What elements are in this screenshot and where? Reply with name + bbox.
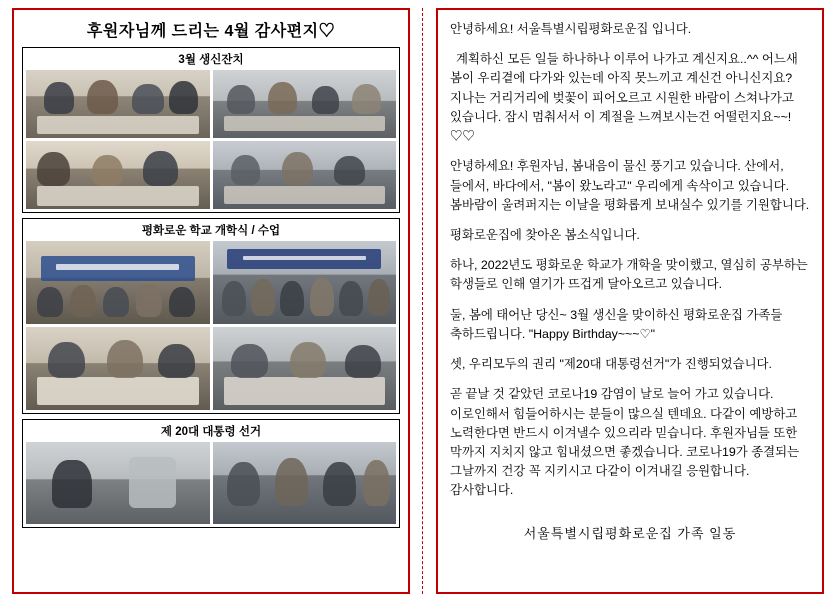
photo-thumbnail (213, 442, 397, 524)
letter-paragraph: 계획하신 모든 일들 하나하나 이루어 나가고 계신지요..^^ 어느새 봄이 우리곁에 다가와 있는데 아직 못느끼고 계신건 아니신지요? 지나는 거리거리에 벚꽃이 피어오르고 시원한 바람이 스쳐나가고 있습니다. 잠시 멈춰서서 이 계절을 느껴보시는건 어떨런지요~~! ♡♡ (450, 52, 798, 144)
photo-thumbnail (213, 70, 397, 138)
left-photo-panel (12, 8, 410, 594)
letter-signature: 서울특별시립평화로운집 가족 일동 (523, 525, 737, 541)
letter-paragraph: 둘, 봄에 태어난 당신~ 3월 생신을 맞이하신 평화로운집 가족들 축하드립니다. "Happy Birthday~~~♡" (450, 307, 783, 341)
photo-thumbnail (26, 141, 210, 209)
letter-paragraph: 곧 끝날 것 같았던 코로나19 감염이 날로 늘어 가고 있습니다. 이로인해서 힘들어하시는 분들이 많으실 텐데요. 다같이 예방하고 노력한다면 반드시 이겨낼수 있으리라 믿습니다. 후원자님들 또한 막까지 지치지 않고 힘내셨으면 좋겠습니다. 코로나19가 종결되는 그날까지 건강 꼭 지키시고 다같이 이겨내길 응원합니다. 감사합니다. (450, 387, 800, 498)
fold-divider (422, 8, 423, 594)
photo-thumbnail (213, 141, 397, 209)
letter-paragraph: 하나, 2022년도 평화로운 학교가 개학을 맞이했고, 열심히 공부하는 학생들로 인해 열기가 뜨겁게 달아오르고 있습니다. (450, 258, 808, 292)
section-title: 평화로운 학교 개학식 / 수업 (141, 225, 281, 237)
letter-paragraph: 안녕하세요! 후원자님, 봄내음이 물신 풍기고 있습니다. 산에서, 들에서, 바다에서, "봄이 왔노라고" 우리에게 속삭이고 있습니다. 봄바람이 울려퍼지는 이날을 평화롭게 보내실수 있기를 기원합니다. (450, 159, 810, 212)
right-letter-panel (436, 8, 824, 594)
section-birthday-party (22, 47, 400, 213)
photo-thumbnail (26, 241, 210, 324)
photo-grid (26, 241, 396, 410)
section-presidential-election (22, 419, 400, 528)
letter-paragraph: 셋, 우리모두의 권리 "제20대 대통령선거"가 진행되었습니다. (450, 357, 772, 372)
photo-grid (26, 70, 396, 209)
photo-thumbnail (26, 442, 210, 524)
letter-paragraph: 안녕하세요! 서울특별시립평화로운집 입니다. (450, 22, 692, 36)
letter-body (450, 20, 810, 501)
photo-thumbnail (26, 70, 210, 138)
photo-thumbnail (213, 241, 397, 324)
photo-grid (26, 442, 396, 524)
page-title: 후원자님께 드리는 4월 감사편지♡ (86, 23, 336, 40)
photo-thumbnail (213, 327, 397, 410)
section-title: 제 20대 대통령 선거 (160, 426, 262, 438)
section-school-opening (22, 218, 400, 414)
section-title: 3월 생신잔치 (178, 54, 244, 66)
photo-thumbnail (26, 327, 210, 410)
letter-paragraph: 평화로운집에 찾아온 봄소식입니다. (450, 227, 640, 242)
